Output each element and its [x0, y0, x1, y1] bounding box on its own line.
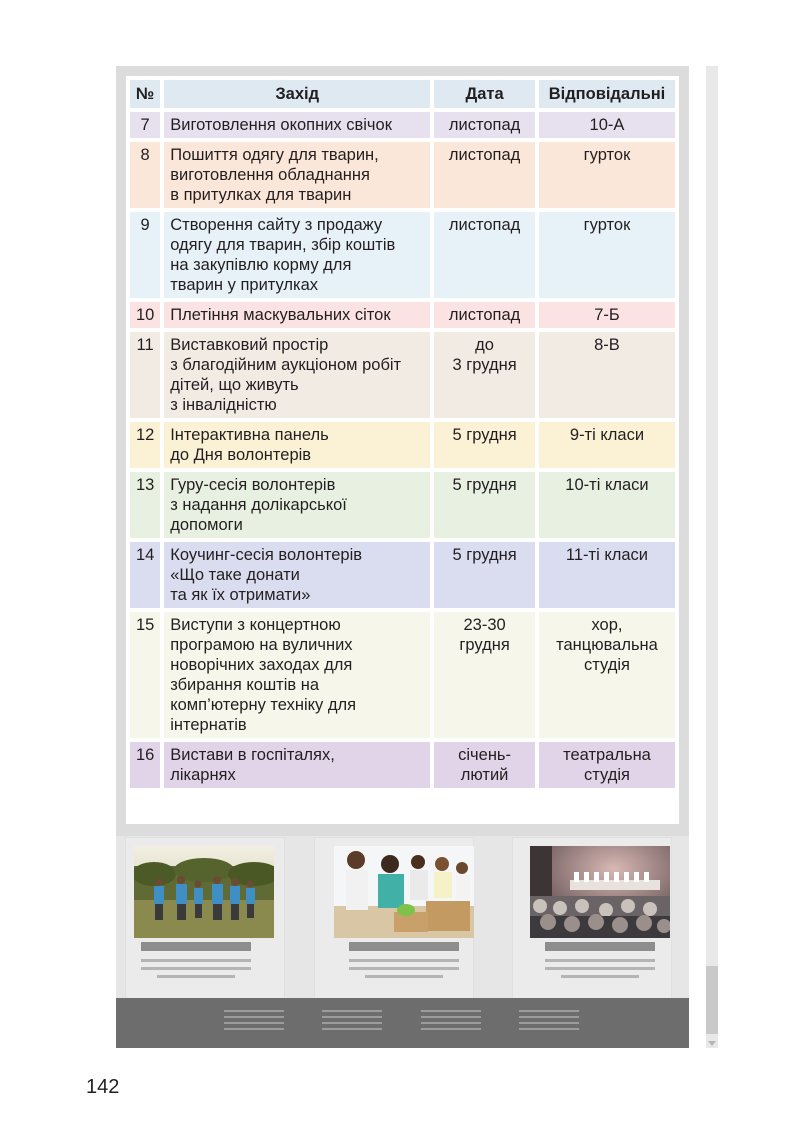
table-row — [130, 212, 675, 298]
row-date: 23-30 грудня — [434, 612, 535, 738]
row-number: 10 — [130, 302, 160, 328]
row-responsible: гурток — [539, 212, 675, 298]
card-title-placeholder — [545, 942, 655, 951]
row-responsible: хор, танцювальна студія — [539, 612, 675, 738]
row-event: Виставковий простір з благодійним аукціоном робіт дітей, що живуть з інвалідністю — [164, 332, 430, 418]
events-table — [126, 76, 679, 792]
row-number: 16 — [130, 742, 160, 788]
table-row — [130, 542, 675, 608]
card-title-placeholder — [141, 942, 251, 951]
scroll-down-arrow-icon[interactable] — [708, 1041, 716, 1046]
row-event: Інтерактивна панель до Дня волонтерів — [164, 422, 430, 468]
header-responsible: Відповідальні — [539, 80, 675, 108]
row-number: 15 — [130, 612, 160, 738]
footer-link-placeholder[interactable] — [421, 1010, 481, 1034]
row-number: 12 — [130, 422, 160, 468]
scrollbar-thumb[interactable] — [706, 966, 718, 1034]
row-responsible: театральна студія — [539, 742, 675, 788]
card-title-placeholder — [349, 942, 459, 951]
table-row — [130, 112, 675, 138]
table-row — [130, 742, 675, 788]
table-row — [130, 142, 675, 208]
card-text-line — [349, 967, 459, 970]
footer-link-placeholder[interactable] — [519, 1010, 579, 1034]
row-date: січень- лютий — [434, 742, 535, 788]
row-responsible: 11-ті класи — [539, 542, 675, 608]
row-date: 5 грудня — [434, 542, 535, 608]
row-responsible: 9-ті класи — [539, 422, 675, 468]
card-text-line — [141, 967, 251, 970]
card-text-line — [349, 959, 459, 962]
gallery-card[interactable] — [315, 838, 473, 998]
footer-link-placeholder[interactable] — [224, 1010, 284, 1034]
table-row — [130, 612, 675, 738]
table-row — [130, 332, 675, 418]
row-date: 5 грудня — [434, 472, 535, 538]
row-number: 8 — [130, 142, 160, 208]
row-number: 7 — [130, 112, 160, 138]
row-responsible: 8-В — [539, 332, 675, 418]
page-footer — [116, 998, 689, 1048]
row-event: Пошиття одягу для тварин, виготовлення обладнання в притулках для тварин — [164, 142, 430, 208]
table-row — [130, 422, 675, 468]
row-date: листопад — [434, 212, 535, 298]
row-responsible: гурток — [539, 142, 675, 208]
row-event: Коучинг-сесія волонтерів «Що таке донати та як їх отримати» — [164, 542, 430, 608]
row-date: до 3 грудня — [434, 332, 535, 418]
row-number: 13 — [130, 472, 160, 538]
card-text-line — [545, 959, 655, 962]
row-date: листопад — [434, 302, 535, 328]
row-event: Вистави в госпіталях, лікарнях — [164, 742, 430, 788]
volunteers-outdoors-photo[interactable] — [134, 846, 274, 938]
row-responsible: 10-ті класи — [539, 472, 675, 538]
header-number: № — [130, 80, 160, 108]
card-text-line — [561, 975, 639, 978]
row-number: 11 — [130, 332, 160, 418]
header-date: Дата — [434, 80, 535, 108]
card-text-line — [545, 967, 655, 970]
row-date: листопад — [434, 112, 535, 138]
concert-audience-photo[interactable] — [530, 846, 670, 938]
card-text-line — [157, 975, 235, 978]
row-responsible: 7-Б — [539, 302, 675, 328]
footer-link-placeholder[interactable] — [322, 1010, 382, 1034]
header-event: Захід — [164, 80, 430, 108]
row-responsible: 10-А — [539, 112, 675, 138]
row-date: листопад — [434, 142, 535, 208]
volunteers-packing-boxes-photo[interactable] — [334, 846, 474, 938]
card-text-line — [365, 975, 443, 978]
row-date: 5 грудня — [434, 422, 535, 468]
gallery-card[interactable] — [126, 838, 284, 998]
events-table-container — [126, 76, 679, 824]
row-event: Гуру-сесія волонтерів з надання долікарської допомоги — [164, 472, 430, 538]
row-event: Створення сайту з продажу одягу для тварин, збір коштів на закупівлю корму для тварин у притулках — [164, 212, 430, 298]
gallery-card[interactable] — [513, 838, 671, 998]
row-event: Плетіння маскувальних сіток — [164, 302, 430, 328]
page-number: 142 — [86, 1076, 120, 1098]
row-number: 9 — [130, 212, 160, 298]
row-event: Виготовлення окопних свічок — [164, 112, 430, 138]
row-number: 14 — [130, 542, 160, 608]
table-row — [130, 302, 675, 328]
table-header-row — [130, 80, 675, 108]
card-text-line — [141, 959, 251, 962]
row-event: Виступи з концертною програмою на вуличних новорічних заходах для збирання коштів на комп’ютерну техніку для інтернатів — [164, 612, 430, 738]
vertical-scrollbar[interactable] — [706, 66, 718, 1048]
table-row — [130, 472, 675, 538]
